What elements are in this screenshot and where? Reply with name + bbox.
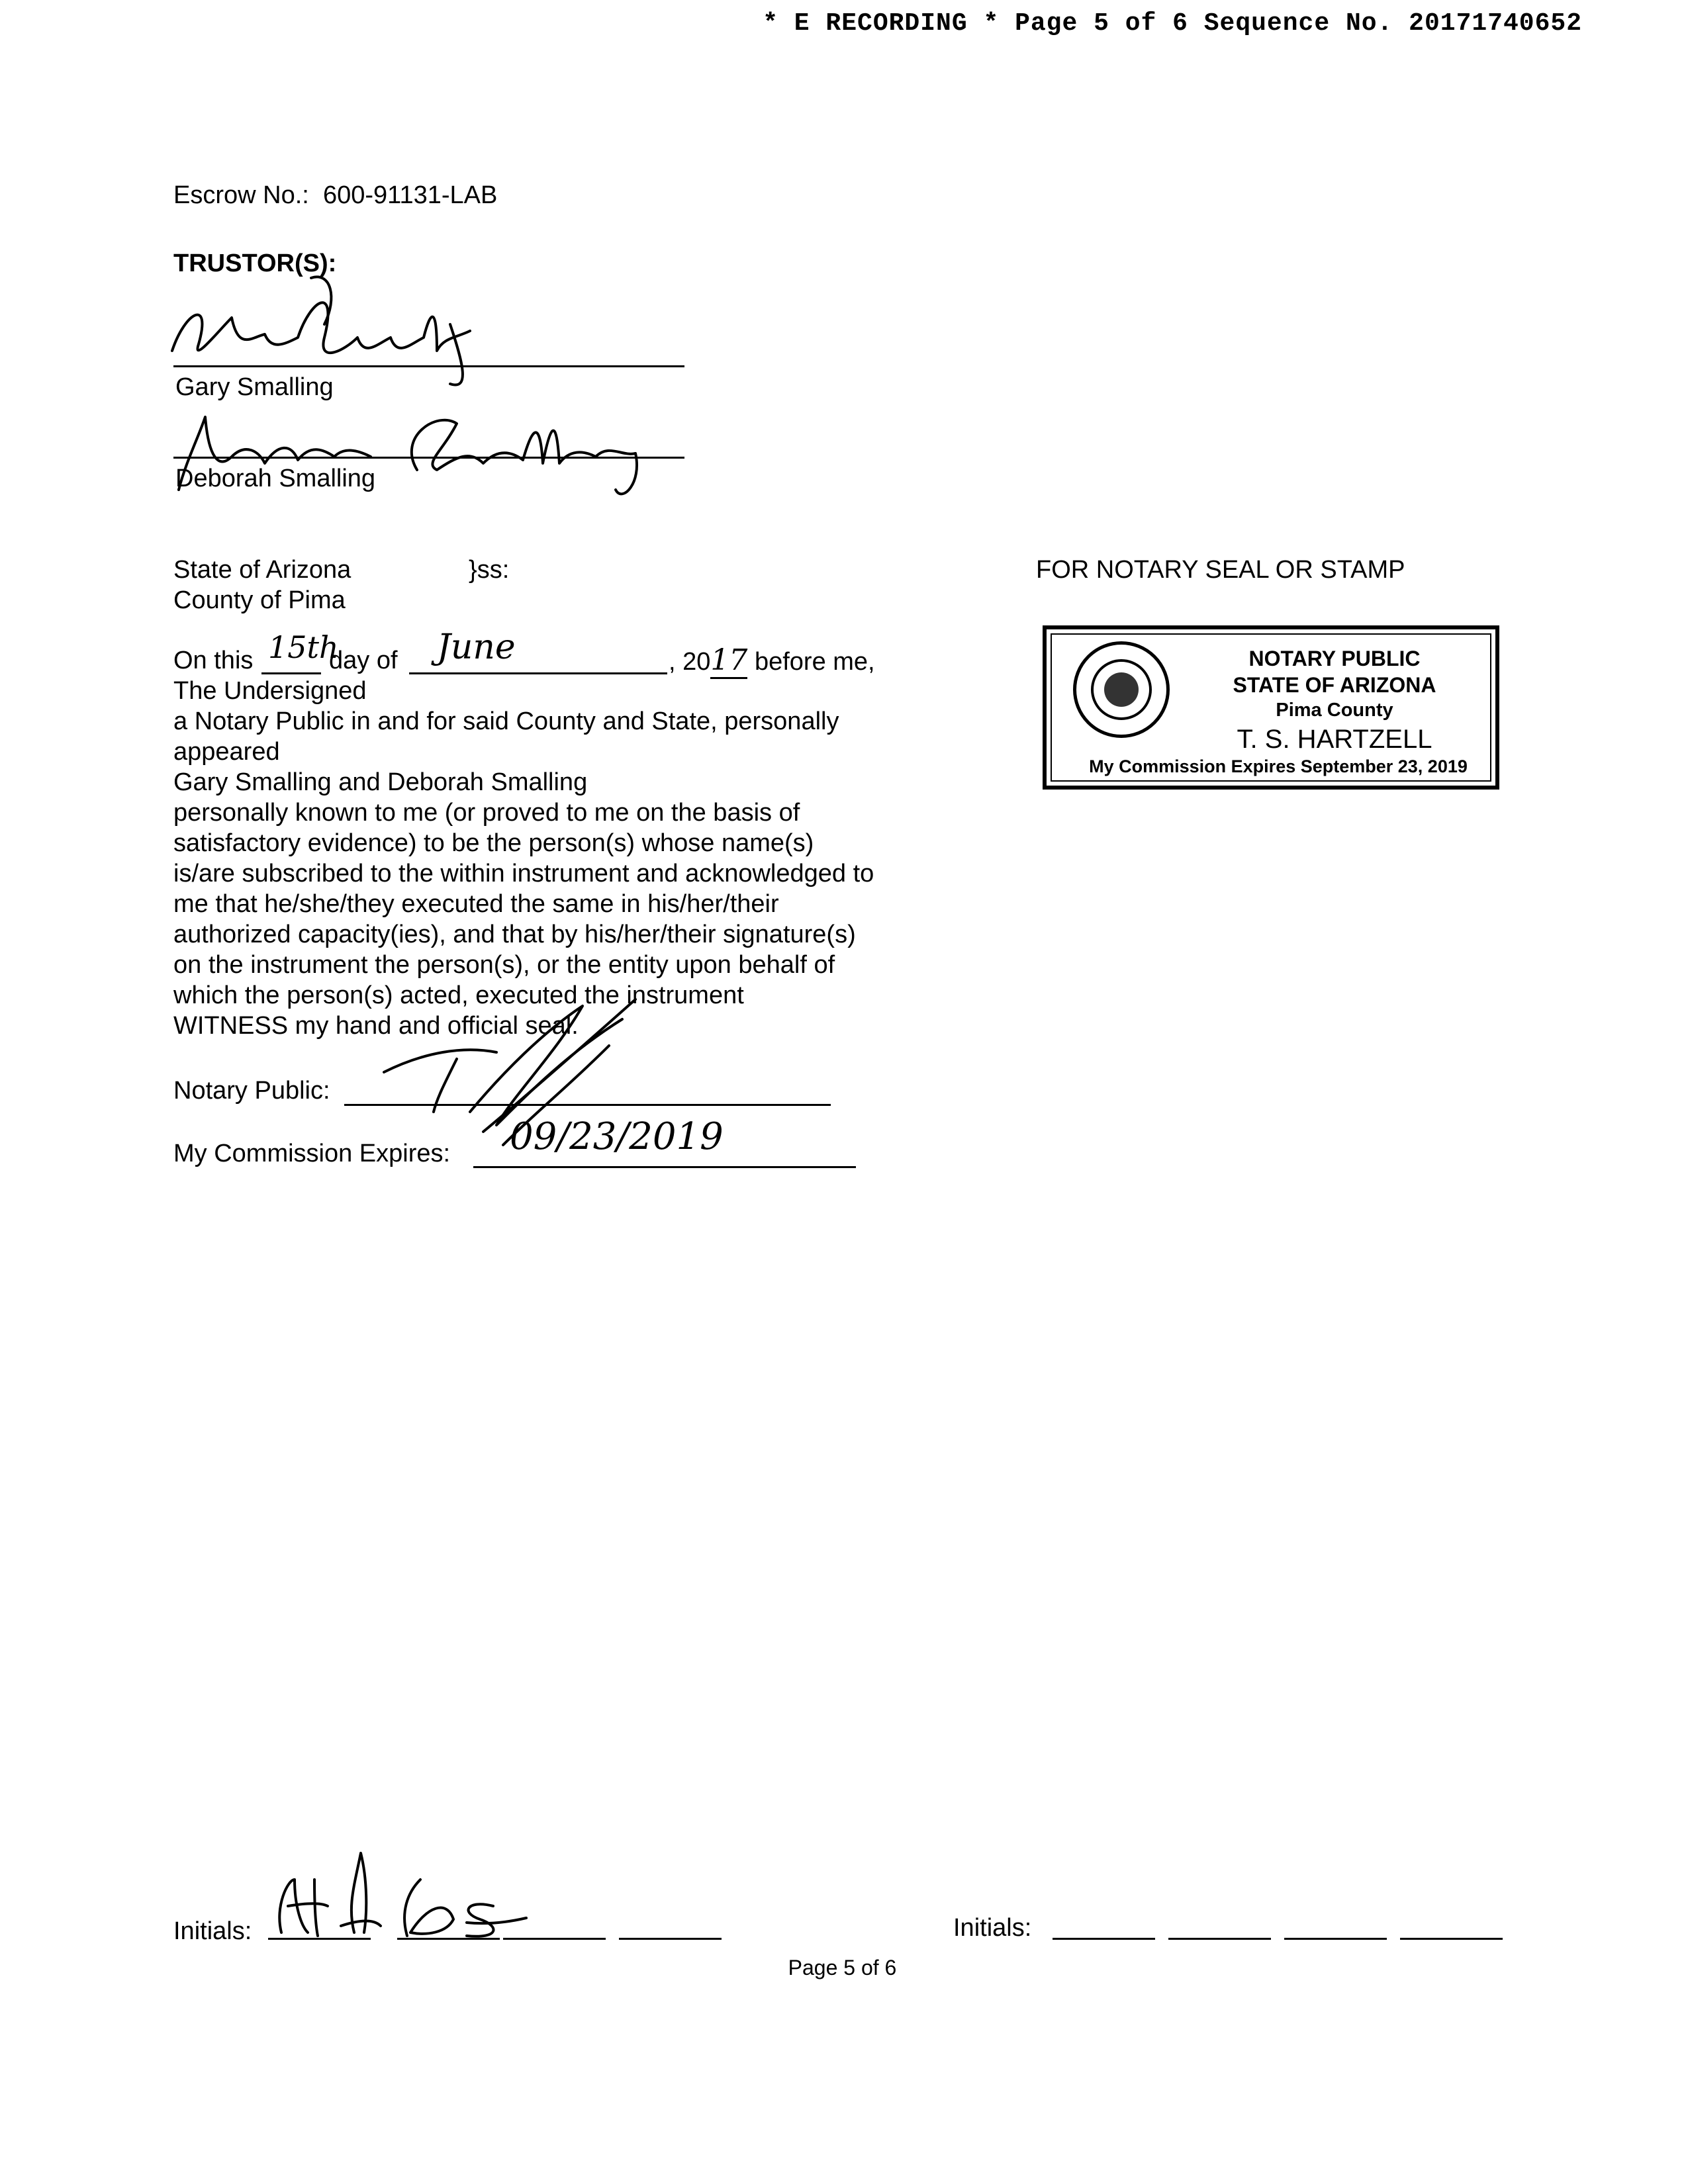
arizona-seal-icon <box>1073 641 1170 738</box>
ack-line-4: appeared <box>173 738 280 766</box>
initials-right-blank-4 <box>1400 1938 1503 1940</box>
body-line: me that he/she/they executed the same in his/her/their <box>173 890 779 918</box>
initials-left-label: Initials: <box>173 1917 252 1945</box>
initials-right-blank-1 <box>1053 1938 1155 1940</box>
escrow-label: Escrow No.: <box>173 181 309 209</box>
commission-label: My Commission Expires: <box>173 1140 451 1167</box>
recording-header: * E RECORDING * Page 5 of 6 Sequence No. 20171740652 <box>763 9 1582 38</box>
ack-on-this: On this <box>173 647 254 674</box>
escrow-number: 600-91131-LAB <box>322 181 498 209</box>
signer-2-name: Deborah Smalling <box>175 465 376 492</box>
year-prefix: 20 <box>682 648 711 676</box>
initials-gs-ds <box>268 1840 533 1946</box>
body-line: satisfactory evidence) to be the person(s) whose name(s) <box>173 829 814 857</box>
signer-1-name: Gary Smalling <box>175 373 334 401</box>
stamp-line-3: Pima County <box>1276 700 1393 721</box>
initials-right-blank-3 <box>1284 1938 1387 1940</box>
stamp-caption: FOR NOTARY SEAL OR STAMP <box>1036 556 1405 584</box>
body-line: authorized capacity(ies), and that by his/her/their signature(s) <box>173 921 856 948</box>
venue-state: State of Arizona <box>173 556 352 584</box>
signature-gary <box>159 271 490 384</box>
body-line: which the person(s) acted, executed the instrument <box>173 981 744 1009</box>
body-line: personally known to me (or proved to me on the basis of <box>173 799 800 827</box>
page-footer: Page 5 of 6 <box>788 1956 897 1979</box>
year-handwritten: 17 <box>710 643 747 679</box>
witness-line: WITNESS my hand and official seal. <box>173 1012 579 1040</box>
stamp-line-2: STATE OF ARIZONA <box>1233 673 1436 697</box>
initials-right-label: Initials: <box>953 1914 1032 1942</box>
body-line: on the instrument the person(s), or the entity upon behalf of <box>173 951 835 979</box>
stamp-line-4: T. S. HARTZELL <box>1237 725 1432 754</box>
venue-ss: }ss: <box>469 556 510 584</box>
ack-year: , 2017 before me, <box>669 645 875 677</box>
body-line: is/are subscribed to the within instrument and acknowledged to <box>173 860 874 887</box>
venue-county: County of Pima <box>173 586 346 614</box>
ack-officer: The Undersigned <box>173 677 367 705</box>
day-blank <box>261 672 321 674</box>
month-blank <box>409 672 667 674</box>
ack-line-3: a Notary Public in and for said County and State, personally <box>173 707 839 735</box>
ack-before-me: before me, <box>754 648 875 676</box>
commission-line <box>473 1166 856 1168</box>
initials-left-blank-4 <box>619 1938 722 1940</box>
stamp-line-5: My Commission Expires September 23, 2019 <box>1089 756 1468 776</box>
notary-stamp <box>1043 625 1499 790</box>
commission-handwritten: 09/23/2019 <box>510 1115 724 1158</box>
escrow-line <box>173 180 497 210</box>
stamp-line-1: NOTARY PUBLIC <box>1248 647 1421 670</box>
appeared-names: Gary Smalling and Deborah Smalling <box>173 768 588 796</box>
trustors-heading: TRUSTOR(S): <box>173 250 337 277</box>
notary-label: Notary Public: <box>173 1077 330 1105</box>
initials-right-blank-2 <box>1168 1938 1271 1940</box>
ack-day-of: day of <box>329 647 398 674</box>
month-handwritten: June <box>437 627 516 667</box>
day-handwritten: 15th <box>268 629 339 665</box>
